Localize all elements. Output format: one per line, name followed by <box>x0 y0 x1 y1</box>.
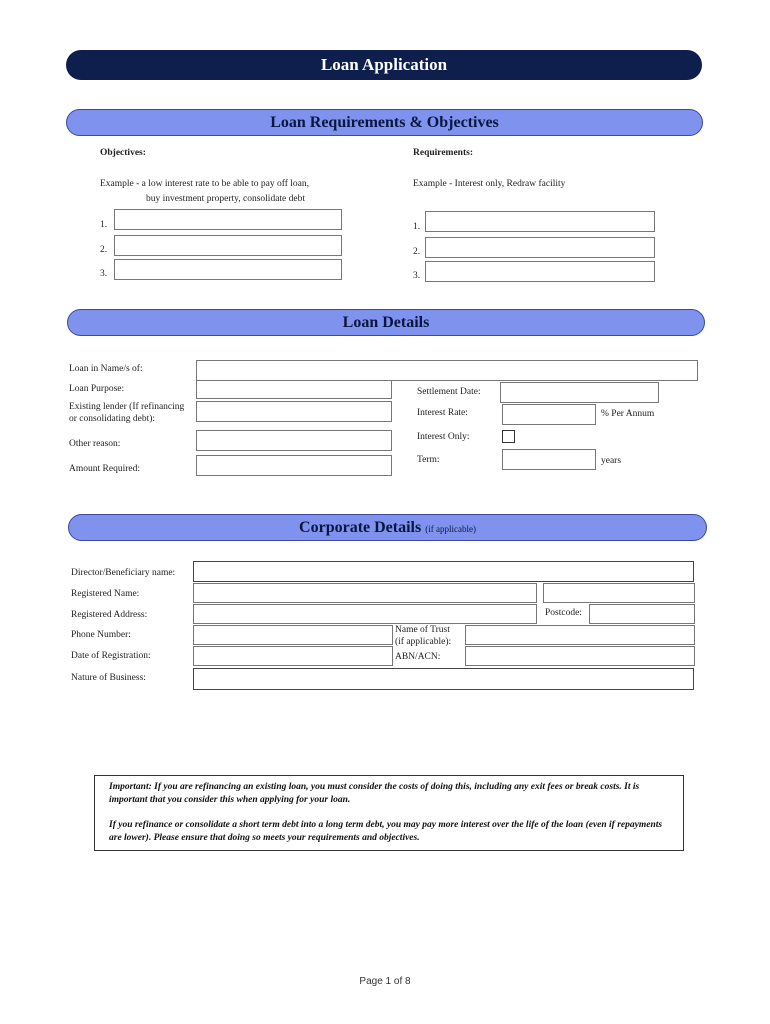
settlement-date-input[interactable] <box>500 382 659 403</box>
requirements-heading: Requirements: <box>413 148 473 158</box>
loan-name-label: Loan in Name/s of: <box>69 364 143 374</box>
objectives-heading: Objectives: <box>100 148 146 158</box>
years-label: years <box>601 456 622 466</box>
nature-of-business-input[interactable] <box>193 668 694 690</box>
objectives-example-line2: buy investment property, consolidate debt <box>146 194 305 204</box>
name-of-trust-label-line2: (if applicable): <box>395 637 452 647</box>
settlement-date-label: Settlement Date: <box>417 387 481 397</box>
interest-rate-label: Interest Rate: <box>417 408 468 418</box>
requirement-1-input[interactable] <box>425 211 655 232</box>
objective-3-input[interactable] <box>114 259 342 280</box>
loan-purpose-label: Loan Purpose: <box>69 384 125 394</box>
date-of-registration-input[interactable] <box>193 646 393 666</box>
registered-address-input[interactable] <box>193 604 537 624</box>
amount-required-input[interactable] <box>196 455 392 476</box>
interest-only-label: Interest Only: <box>417 432 470 442</box>
date-of-registration-label: Date of Registration: <box>71 651 151 661</box>
interest-only-checkbox[interactable] <box>502 430 515 443</box>
important-paragraph-2: If you refinance or consolidate a short term debt into a long term debt, you may pay more interest over the life of the loan (even if repayments are lower). Please ensure that doing so meets your requirements and objectives. <box>109 820 663 843</box>
important-paragraph-1: Important: If you are refinancing an existing loan, you must consider the costs of doing this, including any exit fees or break costs. It is important that you consider this when applying for your loan. <box>109 782 640 805</box>
director-name-label: Director/Beneficiary name: <box>71 568 176 578</box>
registered-address-label: Registered Address: <box>71 610 148 620</box>
registered-name-label: Registered Name: <box>71 589 140 599</box>
abn-acn-input[interactable] <box>465 646 695 666</box>
section-title: Loan Details <box>342 313 430 331</box>
per-annum-label: % Per Annum <box>601 409 655 419</box>
page-title: Loan Application <box>66 50 702 80</box>
other-reason-input[interactable] <box>196 430 392 451</box>
requirement-number-1: 1. <box>413 222 421 232</box>
postcode-input[interactable] <box>589 604 695 624</box>
objective-number-3: 3. <box>100 269 108 279</box>
interest-rate-input[interactable] <box>502 404 596 425</box>
section-header-corporate <box>68 514 707 541</box>
requirement-2-input[interactable] <box>425 237 655 258</box>
requirement-number-3: 3. <box>413 271 421 281</box>
requirement-3-input[interactable] <box>425 261 655 282</box>
amount-required-label: Amount Required: <box>69 464 140 474</box>
objective-number-2: 2. <box>100 245 108 255</box>
postcode-label: Postcode: <box>545 608 582 618</box>
existing-lender-input[interactable] <box>196 401 392 422</box>
loan-purpose-input[interactable] <box>196 380 392 399</box>
nature-of-business-label: Nature of Business: <box>71 673 146 683</box>
name-of-trust-input[interactable] <box>465 625 695 645</box>
loan-name-input[interactable] <box>196 360 698 381</box>
term-input[interactable] <box>502 449 596 470</box>
objective-2-input[interactable] <box>114 235 342 256</box>
objective-number-1: 1. <box>100 220 108 230</box>
section-header-requirements <box>66 109 703 136</box>
objective-1-input[interactable] <box>114 209 342 230</box>
page-number: Page 1 of 8 <box>359 976 411 987</box>
term-label: Term: <box>417 455 440 465</box>
phone-number-label: Phone Number: <box>71 630 131 640</box>
section-header-loan-details <box>67 309 705 336</box>
section-title: Corporate Details <box>299 518 422 536</box>
objectives-example-line1: Example - a low interest rate to be able to pay off loan, <box>100 179 310 189</box>
existing-lender-label-line2: or consolidating debt): <box>69 414 156 424</box>
registered-name-extra-input[interactable] <box>543 583 695 603</box>
other-reason-label: Other reason: <box>69 439 121 449</box>
section-subtitle: (if applicable) <box>425 524 476 534</box>
name-of-trust-label-line1: Name of Trust <box>395 625 450 635</box>
existing-lender-label-line1: Existing lender (If refinancing <box>69 402 185 412</box>
abn-acn-label: ABN/ACN: <box>395 652 441 662</box>
requirement-number-2: 2. <box>413 247 421 257</box>
section-title: Loan Requirements & Objectives <box>270 113 499 131</box>
requirements-example: Example - Interest only, Redraw facility <box>413 179 566 189</box>
important-notice <box>94 775 684 851</box>
registered-name-input[interactable] <box>193 583 537 603</box>
phone-number-input[interactable] <box>193 625 393 645</box>
director-name-input[interactable] <box>193 561 694 582</box>
